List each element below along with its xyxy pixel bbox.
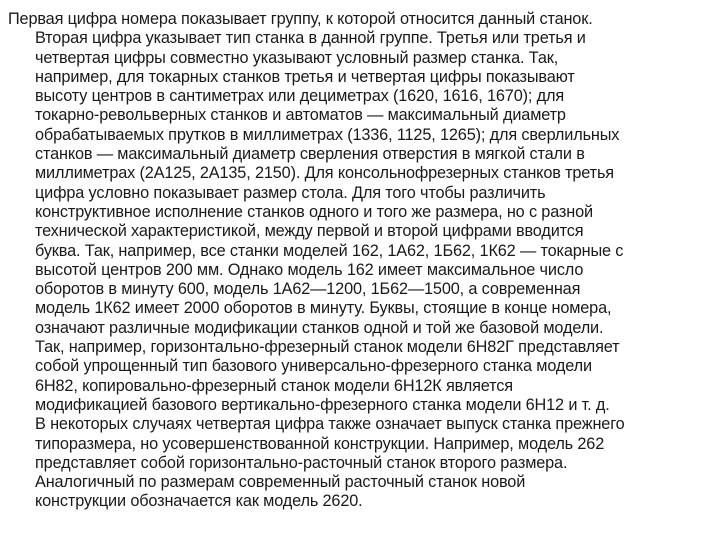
text-line: четвертая цифры совместно указывают условный размер станка. Так, xyxy=(35,48,559,67)
text-line: например, для токарных станков третья и четвертая цифры показывают xyxy=(35,67,575,86)
text-line: 6Н82, копировально-фрезерный станок модели 6Н12К является xyxy=(35,376,513,395)
text-line: собой упрощенный тип базового универсально-фрезерного станка модели xyxy=(35,357,592,376)
text-line: токарно-револьверных станков и автоматов — максимальный диаметр xyxy=(35,106,566,125)
text-line: Первая цифра номера показывает группу, к которой относится данный станок. xyxy=(8,10,593,28)
text-line: Аналогичный по размерам современный расточный станок новой xyxy=(35,473,526,492)
text-line: Так, например, горизонтально-фрезерный станок модели 6Н82Г представляет xyxy=(35,338,620,357)
text-line: конструкции обозначается как модель 2620. xyxy=(35,492,363,511)
text-line: модель 1К62 имеет 2000 оборотов в минуту. Буквы, стоящие в конце номера, xyxy=(35,299,612,318)
text-line: модификацией базового вертикально-фрезерного станка модели 6Н12 и т. д. xyxy=(35,395,610,414)
text-line: миллиметрах (2А125, 2А135, 2150). Для консольнофрезерных станков третья xyxy=(35,164,614,183)
text-line: станков — максимальный диаметр сверления отверстия в мягкой стали в xyxy=(35,145,585,164)
text-line: оборотов в минуту 600, модель 1А62—1200, 1Б62—1500, а современная xyxy=(35,280,581,299)
text-line: буква. Так, например, все станки моделей 162, 1А62, 1Б62, 1К62 — токарные с xyxy=(35,241,624,260)
text-line: цифра условно показывает размер стола. Для того чтобы различить xyxy=(35,183,546,202)
text-line: технической характеристикой, между первой и второй цифрами вводится xyxy=(35,222,584,241)
text-line: конструктивное исполнение станков одного и того же размера, но с разной xyxy=(35,202,593,221)
text-line: означают различные модификации станков одной и той же базовой модели. xyxy=(35,318,604,337)
text-line: обрабатываемых прутков в миллиметрах (1336, 1125, 1265); для сверлильных xyxy=(35,125,620,144)
text-line: Вторая цифра указывает тип станка в данной группе. Третья или третья и xyxy=(35,29,586,48)
text-line: типоразмера, но усовершенствованной конструкции. Например, модель 262 xyxy=(35,434,605,453)
text-line: высотой центров 200 мм. Однако модель 162 имеет максимальное число xyxy=(35,260,584,279)
text-line: В некоторых случаях четвертая цифра также означает выпуск станка прежнего xyxy=(35,415,625,434)
document-text xyxy=(8,10,716,512)
text-line: высоту центров в сантиметрах или дециметрах (1620, 1616, 1670); для xyxy=(35,87,564,106)
text-line: представляет собой горизонтально-расточный станок второго размера. xyxy=(35,453,568,472)
